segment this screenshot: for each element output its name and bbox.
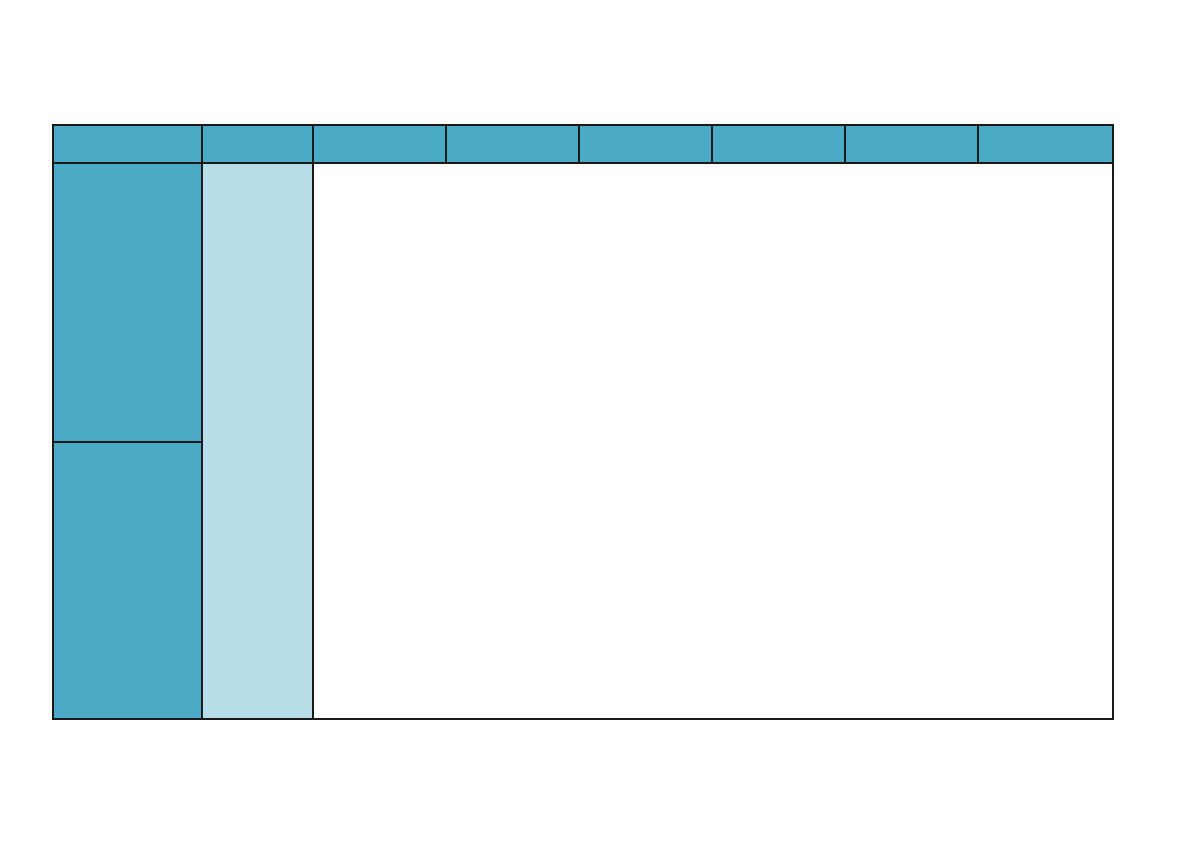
header-row [54, 126, 1112, 164]
header-tense [54, 126, 203, 162]
tense-label-imparfait [54, 443, 203, 718]
header-nous [713, 126, 846, 162]
header-verbe [203, 126, 314, 162]
header-il [580, 126, 713, 162]
verb-column [203, 164, 314, 718]
conjugation-table [52, 124, 1114, 720]
tense-label-present [54, 164, 203, 441]
header-vous [846, 126, 979, 162]
header-je [314, 126, 447, 162]
header-ils [979, 126, 1112, 162]
header-tu [447, 126, 580, 162]
